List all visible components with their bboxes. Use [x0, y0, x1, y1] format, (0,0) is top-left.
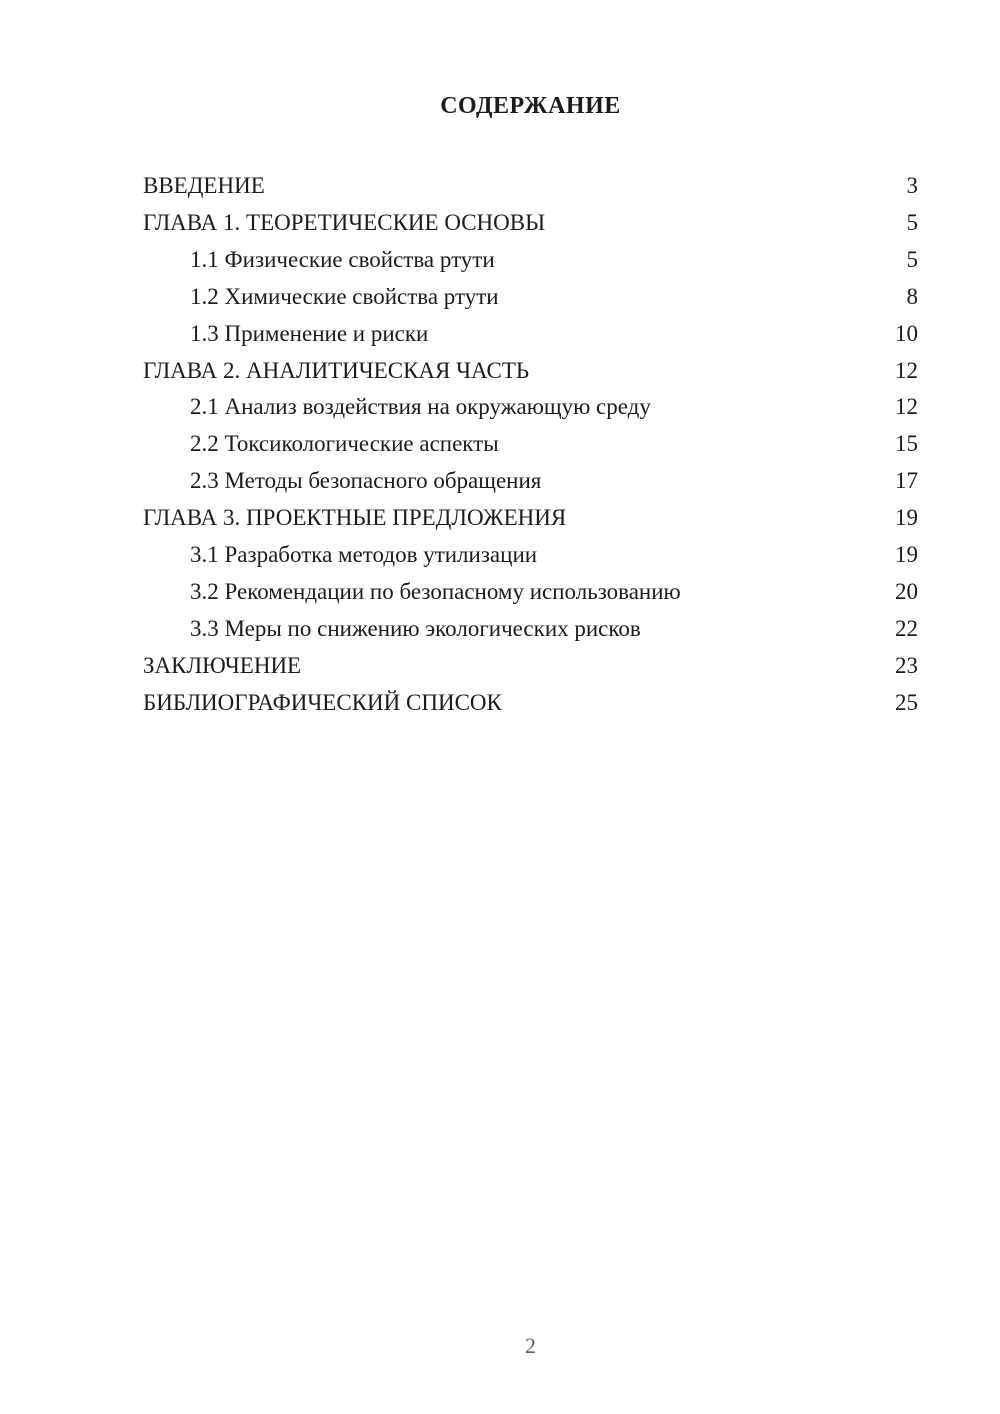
toc-entry — [143, 574, 918, 611]
toc-entry-page: 3 — [906, 173, 918, 198]
toc-entry — [143, 205, 918, 242]
toc-entry-label: 1.2 Химические свойства ртути — [190, 283, 499, 309]
toc-entry-label: 3.1 Разработка методов утилизации — [190, 542, 538, 568]
toc-entry-page: 10 — [895, 320, 918, 346]
toc-entry-label: 1.3 Применение и риски — [190, 320, 429, 346]
toc-entry-page: 22 — [895, 615, 918, 641]
page-title: СОДЕРЖАНИЕ — [440, 93, 621, 119]
toc-list — [143, 168, 918, 722]
toc-entry-label: ГЛАВА 1. ТЕОРЕТИЧЕСКИЕ ОСНОВЫ — [143, 209, 546, 235]
toc-entry-page: 20 — [895, 578, 918, 604]
toc-entry — [143, 537, 918, 574]
toc-entry-label: ГЛАВА 2. АНАЛИТИЧЕСКАЯ ЧАСТЬ — [143, 357, 530, 383]
toc-entry — [143, 685, 918, 722]
toc-entry-page: 19 — [895, 542, 918, 568]
toc-entry — [143, 426, 918, 463]
toc-entry-page: 5 — [906, 246, 918, 272]
toc-entry-label: 2.1 Анализ воздействия на окружающую среду — [190, 394, 651, 420]
toc-entry-page: 17 — [895, 468, 918, 494]
toc-entry-page: 8 — [906, 283, 918, 309]
toc-entry — [143, 279, 918, 316]
toc-entry — [143, 353, 918, 390]
toc-entry-label: 2.3 Методы безопасного обращения — [190, 468, 542, 494]
toc-entry-page: 15 — [895, 431, 918, 457]
toc-entry — [143, 242, 918, 279]
toc-entry — [143, 648, 918, 685]
toc-entry-page: 23 — [895, 652, 918, 678]
toc-entry-page: 12 — [895, 394, 918, 420]
toc-entry-label: ГЛАВА 3. ПРОЕКТНЫЕ ПРЕДЛОЖЕНИЯ — [143, 505, 567, 531]
toc-entry — [143, 316, 918, 353]
toc-entry — [143, 500, 918, 537]
toc-entry-page: 12 — [895, 357, 918, 383]
toc-entry-label: 1.1 Физические свойства ртути — [190, 246, 495, 272]
toc-entry — [143, 611, 918, 648]
toc-entry-label: 3.2 Рекомендации по безопасному использованию — [190, 578, 681, 604]
toc-entry — [143, 463, 918, 500]
toc-entry-page: 25 — [895, 689, 918, 715]
toc-entry-label: ЗАКЛЮЧЕНИЕ — [143, 652, 302, 678]
toc-entry — [143, 168, 918, 205]
toc-entry-label: 3.3 Меры по снижению экологических рисков — [190, 615, 641, 641]
toc-entry-label: 2.2 Токсикологические аспекты — [190, 431, 499, 457]
toc-entry-label: ВВЕДЕНИЕ — [143, 173, 265, 198]
toc-entry-label: БИБЛИОГРАФИЧЕСКИЙ СПИСОК — [143, 689, 502, 715]
toc-entry-page: 19 — [895, 505, 918, 531]
page-number: 2 — [525, 1333, 536, 1358]
toc-entry — [143, 389, 918, 426]
toc-entry-page: 5 — [906, 209, 918, 235]
